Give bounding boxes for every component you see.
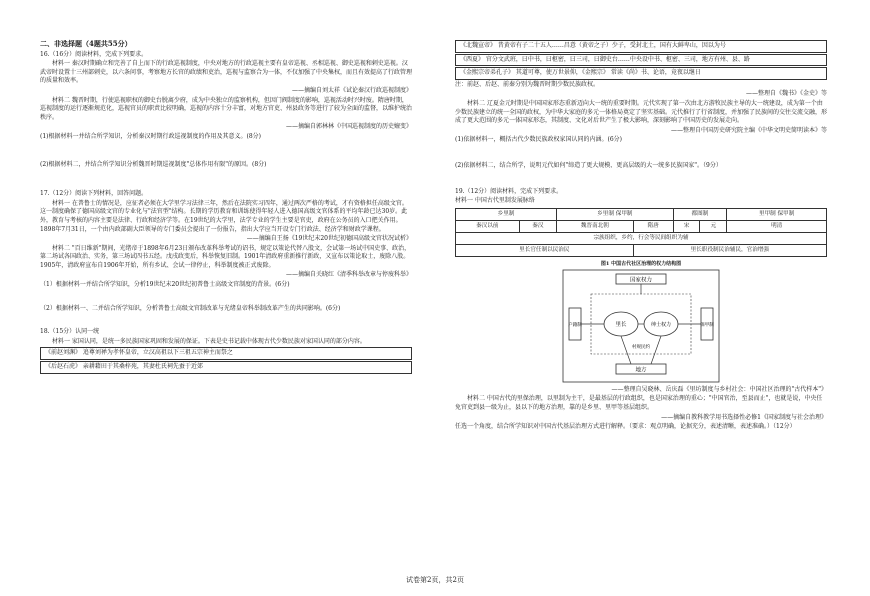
- diagram-title: 图1 中国古代社区治理的权力结构图: [600, 260, 682, 267]
- table-cell: 元: [700, 220, 727, 232]
- section-title: 二、非选择题（4题共55分）: [40, 39, 132, 48]
- q18-table-row: 《后赵石虎》 亲耕藉田于其桑梓苑，其妻杜氏祠先蚕于近郊: [40, 361, 412, 374]
- page-footer: 试卷第2页，共2页: [406, 576, 464, 584]
- table-cell: 里长职役制民治辅民，官治增强: [633, 244, 826, 256]
- table-cell: 魏晋南北朝: [557, 220, 634, 232]
- q18-material-2: 材料二 辽夏金元时期是中国国家形态重新迈向大一统的重要时期。元代实现了第一次由北方游牧民族主导的大一统建设，成为第一个由少数民族建立的统一全国的政权，为中华大家庭的多元一体格局奠定了坚实基础。元代推行了行省制度，并加强了民族间的交往交流交融，形成了更大范围的多元一体国家形态，其制度、文化对后世产生了极大影响，深刻影响了中国历史的发展走向。: [455, 99, 828, 125]
- table-cell: 秦汉: [519, 220, 557, 232]
- q17-question-2: （2）根据材料一、二并结合所学知识，分析普鲁士高级文官制改革与光绪皇帝科举制改革产生的共同影响。(6分): [40, 304, 341, 312]
- q16-material-1: 材料一 秦汉时期确立和完善了自上而下的行政巡视制度，中央对地方的行政巡视主要有皇帝巡视、丞相巡视、御史巡视和刺史巡视。汉武帝时设置十三州部刺史，以六条问事，考察地方长官的政绩和吏治，巡视与监察合为一体，不仅加强了中央集权，而且有效提高了行政管理的质量和效率。: [40, 60, 413, 85]
- diagram-svg: [561, 268, 721, 384]
- q16-material-2: 材料二 魏晋时期，行使巡视职权的御史台脱离少府，成为中央独立的监察机构，但因门阀制度的影响，巡视活动时兴时废。隋唐时期，巡视制度的运行逐渐规范化，巡视官员的职责比较明确，巡视的内容十分丰富，对地方官吏、州县政务等进行了较为全面的监督，以维护统治秩序。: [40, 96, 413, 121]
- table-cell: 都图制: [673, 208, 727, 220]
- table-cell: 乡里制 保甲制: [557, 208, 673, 220]
- q19-material-1-label: 材料一 中国古代里制发展脉络: [455, 197, 535, 205]
- q17-material-2-source: ——摘编自关晓红《清季科举改章与停废科举》: [285, 271, 412, 279]
- q19-material-2: 材料二 中国古代的里保治理，以里制为主干，是最基层的行政组织，也是国家治理的重心；"中国官治，至县而止"，也就是说，中央任免官吏到县一级为止，县以下的地方治理，靠的是乡里、里甲等基层组织。: [455, 395, 823, 411]
- q17-material-2: 材料二 "百日维新"期间，光绪帝于1898年6月23日颁布改革科举考试的诏书，规定以策论代替八股文，会试第一场试中国史事、政治，第二场试各国政治、实务，第三场试四书五经。戊戌政变后，科举恢复旧制。1901年清政府重新推行新政，又宣布以策论取士，废除八股。1905年，清政府宣布自1906年开始，所有乡试、会试一律停止，科举制度被正式废除。: [40, 244, 411, 269]
- diagram-caption: ——整理自吴晓林、岳庆磊《里坊制度与乡村社会：中国社区治理的"古代样本"》: [611, 385, 827, 393]
- node-label: 国家权力: [629, 277, 653, 284]
- node-label: 保甲制: [700, 323, 714, 329]
- q18-header: 18.（15分）认同一统: [40, 328, 100, 336]
- q18-material-1-source: ——整理自《魏书》《金史》等: [745, 90, 827, 98]
- connector: [621, 336, 631, 364]
- q19-question: 任选一个角度，结合所学知识对中国古代基层治理方式进行解释。（要求：观点明确，论据充分，表述清晰，表述准确。）（12分）: [455, 423, 796, 431]
- q19-table: [455, 208, 827, 257]
- left-column: [40, 40, 412, 375]
- table-cell: 秦汉以前: [456, 220, 520, 232]
- table-cell: 隋唐: [633, 220, 673, 232]
- q19-header: 19.（12分）阅读材料，完成下列要求。: [455, 187, 563, 195]
- q18-question-2: (2)依据材料二，结合所学，说明元代如何"缔造了更大规模、更高层级的大一统多民族国家"。（9分）: [455, 161, 722, 169]
- table-cell: 里长官任制以民治民: [456, 244, 634, 256]
- q18-table-row: 《前赵刘渊》 追尊刘禅为孝怀皇帝，立汉高祖以下三祖五宗神主而祭之: [40, 347, 412, 360]
- q17-material-1-source: ——摘编自王扬《19世纪末20世纪初德国高级文官状况试析》: [246, 235, 412, 243]
- connector: [651, 336, 661, 364]
- q16-question-2: (2)根据材料二，并结合所学知识分析魏晋时期巡视制度"总体作用有限"的原因。(8分): [40, 160, 267, 168]
- node-label: 村规民约: [632, 345, 650, 351]
- table-cell: 宗族组织，乡约，行会等民间组织为辅: [456, 232, 827, 244]
- q17-question-1: （1）根据材料一并结合所学知识，分析19世纪末20世纪初普鲁士高级文官制度的背景。(6分): [40, 281, 290, 289]
- node-label: 里长: [615, 322, 627, 329]
- q16-material-1-source: ——摘编自刘太祥《试论秦汉行政巡视制度》: [291, 86, 412, 94]
- q16-question-1: (1)根据材料一并结合所学知识，分析秦汉时期行政巡视制度的作用及其意义。(8分): [40, 132, 261, 140]
- governance-diagram: [561, 260, 721, 384]
- q18-material-2-source: ——整理自中国历史研究院主编《中华文明史简明读本》等: [670, 126, 827, 134]
- q19-material-2-source: ——摘编自教科教学用书选择性必修1《国家制度与社会治理》: [661, 413, 827, 421]
- q16-material-2-source: ——摘编自郭林林《中国巡视制度的历史嬗变》: [285, 123, 412, 131]
- q18-question-1: (1)依据材料一，概括古代少数民族政权家国认同的内涵。(6分): [455, 136, 622, 144]
- q18-note: 注：前赵、后赵、前秦分别为魏晋时期少数民族政权。: [455, 80, 600, 88]
- table-cell: 里甲制 保甲制: [727, 208, 827, 220]
- q18-table-row: 《北魏宣帝》 昔黄帝有子二十五人……昌意（黄帝之子）少子，受封北土，国有大鲜卑山，因以为号: [455, 40, 827, 53]
- table-cell: 乡里制: [456, 208, 557, 220]
- q18-table-row: 《西夏》 官分文武班，曰中书，曰枢密，曰三司，曰御史台……中央设中书、枢密、三司，地方有州、县、路: [455, 54, 827, 67]
- node-label: 绅士权力: [650, 322, 672, 329]
- right-column: [455, 40, 827, 433]
- q17-material-1: 材料一 在普鲁士的情况是，应征者必须在大学里学习法律三年，然后在法院实习四年，通过两次严格的考试，才有资格担任高级文官。这一制度确保了德国高级文官的专业化与"法官型"结构。长期的学历教育和训练使得年轻人进入德国高级文官体系的平均年龄已达30岁。此外，教育与考核的内容主要是法律、行政和经济学等。在19世纪的大学里，法学专业的学生主要是官吏，政府在公务员的入口把关作用。1898年7月31日，一个由内政部副大臣领导的专门委员会提出了一份报告，指出大学应当开设专门行政法、经济学和财政学课程。: [40, 199, 408, 233]
- node-label: 地方: [635, 367, 647, 374]
- node-label: 户籍制: [568, 323, 582, 329]
- table-cell: 明清: [727, 220, 827, 232]
- q18-material-1: 材料一 家国认同，是统一多民族国家巩固和发展的保证。下表是史书记载中体现古代少数民族对家国认同的部分内容。: [52, 337, 366, 345]
- table-cell: 宋: [673, 220, 700, 232]
- q18-table-row: 《金熙宗帝弟孔子》 其道可尊，使万世景仰，《金熙宗》 常读《尚》书、论语，竟夜以继日: [455, 67, 827, 80]
- q16-header: 16.（16分）阅读材料，完成下列要求。: [40, 50, 148, 58]
- q17-header: 17.（12分）阅读下列材料，回答问题。: [40, 190, 148, 198]
